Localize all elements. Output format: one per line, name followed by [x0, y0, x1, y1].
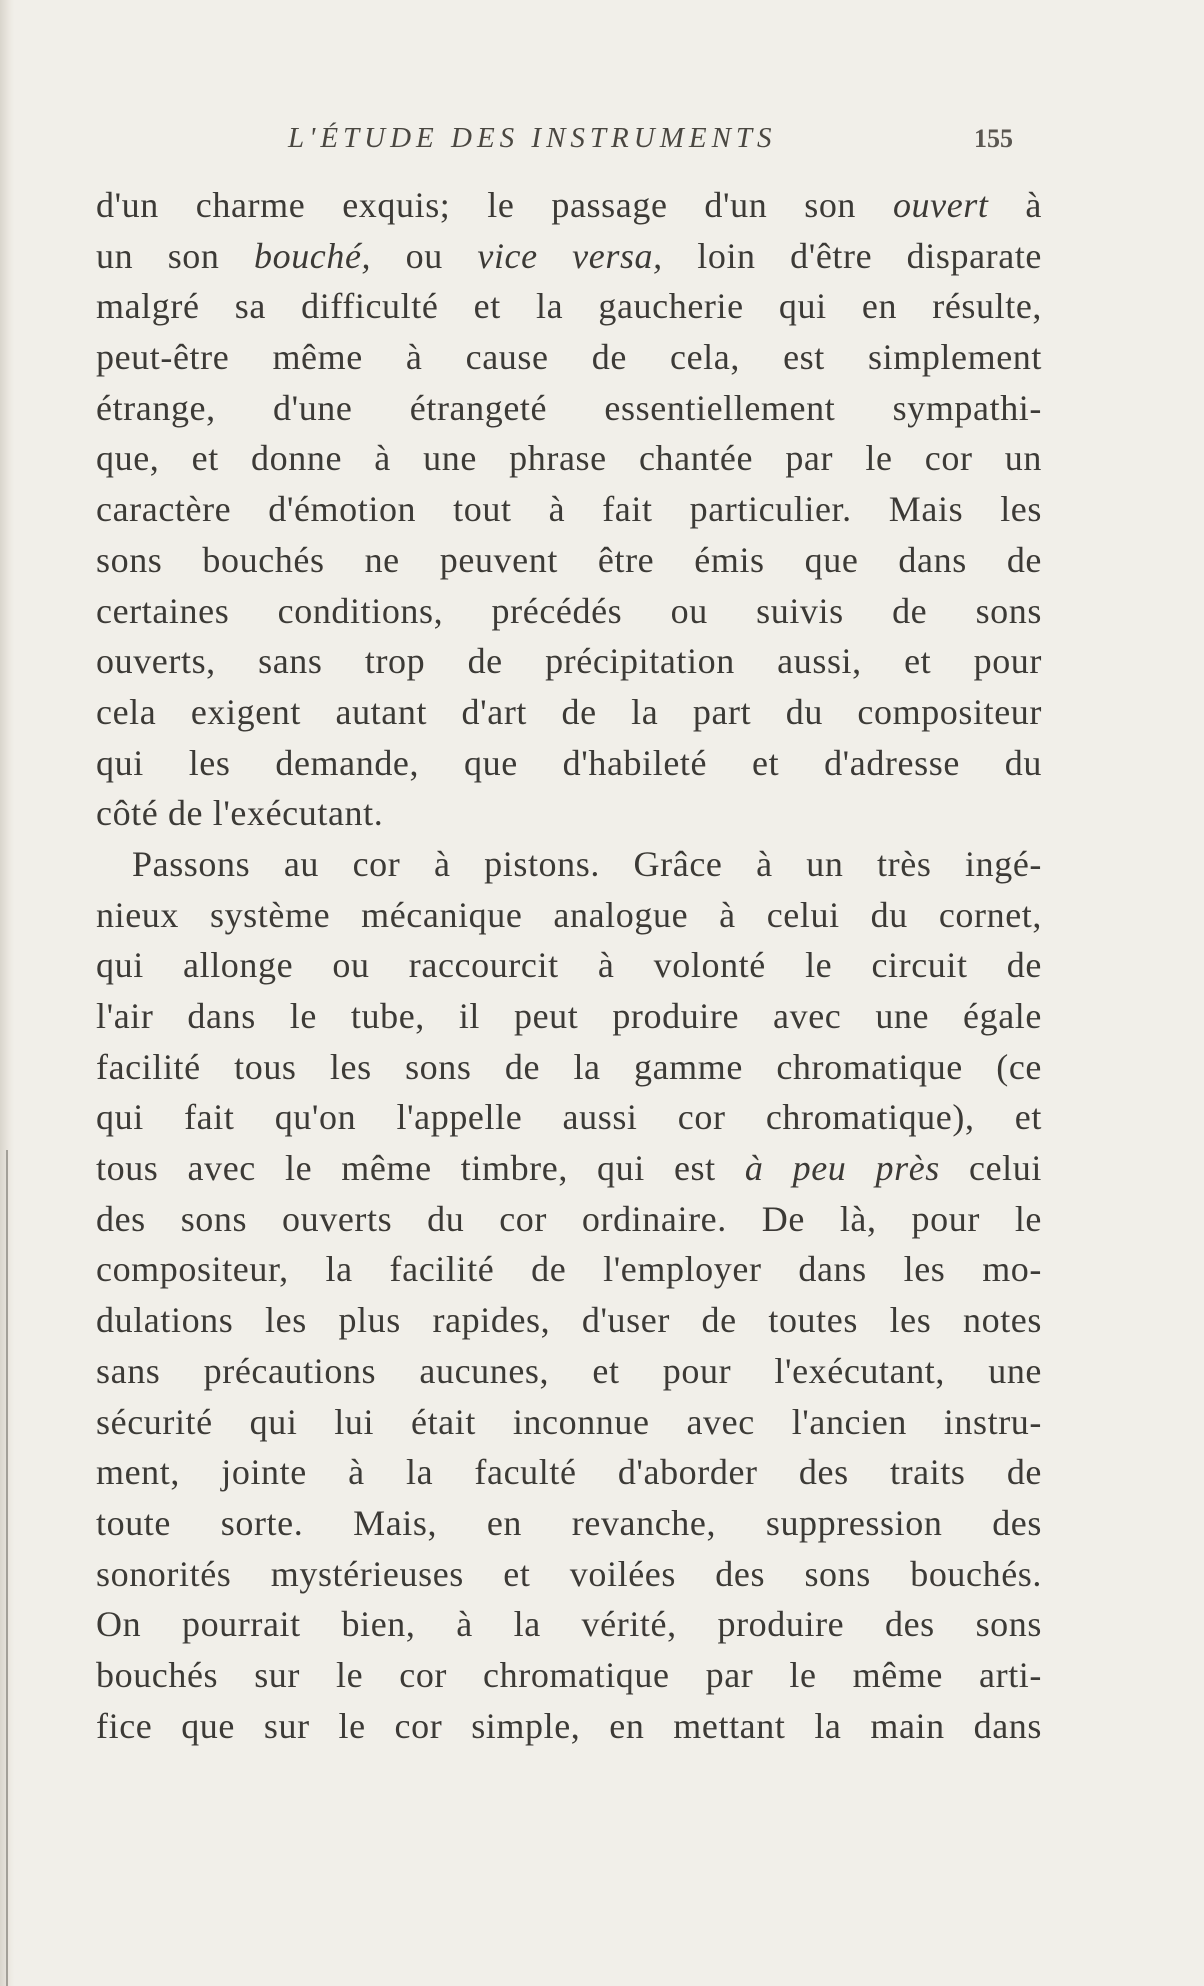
- line-text: malgré sa difficulté et la gaucherie qui en résulte,: [96, 286, 1042, 327]
- italic-text: vice versa,: [477, 235, 663, 276]
- text-line: [96, 332, 1042, 383]
- text-line: [96, 1346, 1042, 1397]
- text-line: [96, 1244, 1042, 1295]
- text-line: [96, 433, 1042, 484]
- line-text: qui les demande, que d'habileté et d'adresse du: [96, 742, 1042, 783]
- line-text: un son: [96, 235, 254, 276]
- text-line: [96, 1295, 1042, 1346]
- line-text: côté de l'exécutant.: [96, 793, 384, 834]
- page-edge-line: [6, 1150, 8, 1986]
- line-text: que, et donne à une phrase chantée par le cor un: [96, 438, 1042, 479]
- running-head-title: L'ÉTUDE DES INSTRUMENTS: [288, 122, 777, 154]
- line-text: d'un charme exquis; le passage d'un son: [96, 185, 893, 225]
- text-line: [96, 180, 1042, 231]
- line-text: à: [988, 185, 1042, 225]
- text-line: [96, 281, 1042, 332]
- line-text: toute sorte. Mais, en revanche, suppression des: [96, 1502, 1042, 1543]
- line-text: qui fait qu'on l'appelle aussi cor chromatique), et: [96, 1097, 1042, 1138]
- line-text: tous avec le même timbre, qui est: [96, 1148, 745, 1189]
- italic-text: ouvert: [892, 185, 989, 225]
- text-line: [96, 1650, 1042, 1701]
- line-text: facilité tous les sons de la gamme chromatique (ce: [96, 1046, 1042, 1087]
- text-line: [96, 1092, 1042, 1143]
- line-text: étrange, d'une étrangeté essentiellement sympathi-: [96, 387, 1042, 428]
- line-text: ment, jointe à la faculté d'aborder des traits de: [96, 1452, 1042, 1493]
- line-text: caractère d'émotion tout à fait particulier. Mais les: [96, 489, 1042, 530]
- text-line: [96, 839, 1042, 890]
- text-line: [96, 940, 1042, 991]
- text-line: [96, 535, 1042, 586]
- text-line: [96, 1549, 1042, 1600]
- line-text: sans précautions aucunes, et pour l'exécutant, une: [96, 1350, 1042, 1391]
- text-line: [96, 636, 1042, 687]
- line-text: qui allonge ou raccourcit à volonté le circuit de: [96, 945, 1042, 986]
- line-text: fice que sur le cor simple, en mettant la main dans: [96, 1705, 1042, 1746]
- line-text: sécurité qui lui était inconnue avec l'ancien instru-: [96, 1401, 1042, 1442]
- text-line: [96, 1397, 1042, 1448]
- line-text: cela exigent autant d'art de la part du compositeur: [96, 691, 1042, 732]
- text-line: [96, 788, 1042, 839]
- line-text: loin d'être disparate: [662, 235, 1043, 276]
- text-line: [96, 687, 1042, 738]
- text-line: [96, 1194, 1042, 1245]
- line-text: Passons au cor à pistons. Grâce à un très ingé-: [132, 843, 1042, 884]
- text-line: [96, 1042, 1042, 1093]
- text-line: [96, 484, 1042, 535]
- line-text: dulations les plus rapides, d'user de toutes les notes: [96, 1300, 1042, 1341]
- text-line: [96, 1701, 1042, 1752]
- text-line: [96, 1143, 1042, 1194]
- italic-text: à peu près: [744, 1148, 940, 1189]
- line-text: On pourrait bien, à la vérité, produire des sons: [96, 1604, 1042, 1645]
- line-text: sonorités mystérieuses et voilées des sons bouchés.: [96, 1553, 1042, 1594]
- line-text: des sons ouverts du cor ordinaire. De là, pour le: [96, 1198, 1042, 1239]
- text-line: [96, 738, 1042, 789]
- line-text: ouverts, sans trop de précipitation aussi, et pour: [96, 641, 1042, 682]
- body-text: [96, 180, 1042, 1751]
- italic-text: bouché,: [254, 235, 372, 276]
- text-line: [96, 890, 1042, 941]
- text-line: [96, 383, 1042, 434]
- text-line: [96, 991, 1042, 1042]
- text-line: [96, 586, 1042, 637]
- running-head: [0, 122, 1204, 162]
- line-text: celui: [939, 1148, 1042, 1189]
- page-number: 155: [974, 124, 1013, 153]
- line-text: sons bouchés ne peuvent être émis que dans de: [96, 539, 1042, 580]
- line-text: certaines conditions, précédés ou suivis de sons: [96, 590, 1042, 631]
- text-line: [96, 1599, 1042, 1650]
- line-text: l'air dans le tube, il peut produire avec une égale: [96, 996, 1042, 1036]
- line-text: peut-être même à cause de cela, est simplement: [96, 337, 1042, 378]
- text-line: [96, 1498, 1042, 1549]
- line-text: nieux système mécanique analogue à celui du cornet,: [96, 894, 1042, 935]
- text-line: [96, 1447, 1042, 1498]
- line-text: compositeur, la facilité de l'employer dans les mo-: [96, 1249, 1042, 1290]
- line-text: bouchés sur le cor chromatique par le même arti-: [96, 1654, 1042, 1695]
- text-line: [96, 231, 1042, 282]
- line-text: ou: [371, 235, 478, 276]
